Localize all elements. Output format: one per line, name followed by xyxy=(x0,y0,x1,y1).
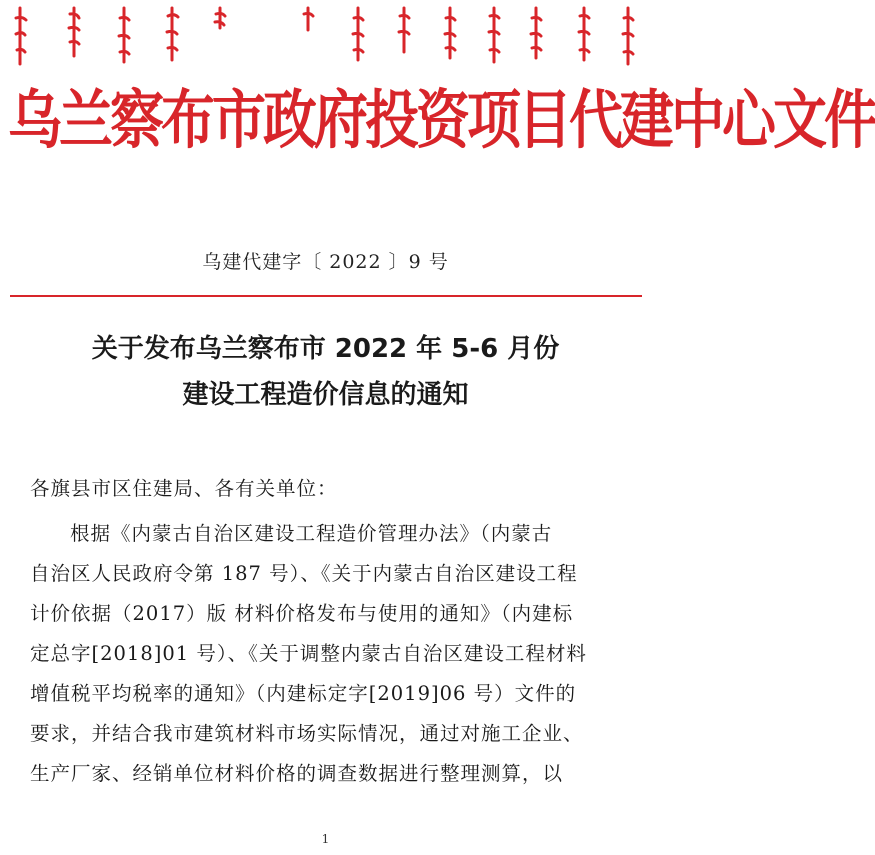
red-divider xyxy=(10,295,642,297)
body-line: 生产厂家、经销单位材料价格的调查数据进行整理测算，以 xyxy=(30,762,564,785)
body-line: 定总字[2018]01 号）、《关于调整内蒙古自治区建设工程材料 xyxy=(30,642,587,665)
mongolian-script-header xyxy=(12,4,637,72)
body-line: 要求，并结合我市建筑材料市场实际情况，通过对施工企业、 xyxy=(30,722,584,745)
page-number: 1 xyxy=(321,832,330,846)
salutation: 各旗县市区住建局、各有关单位： xyxy=(30,477,338,500)
masthead-title: 乌兰察布市政府投资项目代建中心文件 xyxy=(8,85,875,157)
body-paragraph xyxy=(30,514,630,794)
document-title xyxy=(0,326,651,418)
body-line: 自治区人民政府令第 187 号）、《关于内蒙古自治区建设工程 xyxy=(30,562,578,585)
body-line: 增值税平均税率的通知》（内建标定字[2019]06 号）文件的 xyxy=(30,682,577,705)
body-line: 根据《内蒙古自治区建设工程造价管理办法》（内蒙古 xyxy=(70,522,553,545)
body-line: 计价依据（2017）版 材料价格发布与使用的通知》（内建标 xyxy=(30,602,574,625)
title-line-1: 关于发布乌兰察布市 2022 年 5-6 月份 xyxy=(91,334,560,364)
title-line-2: 建设工程造价信息的通知 xyxy=(182,380,469,410)
document-number: 乌建代建字〔 2022 〕9 号 xyxy=(202,251,449,273)
mongolian-script-graphic xyxy=(12,4,637,72)
